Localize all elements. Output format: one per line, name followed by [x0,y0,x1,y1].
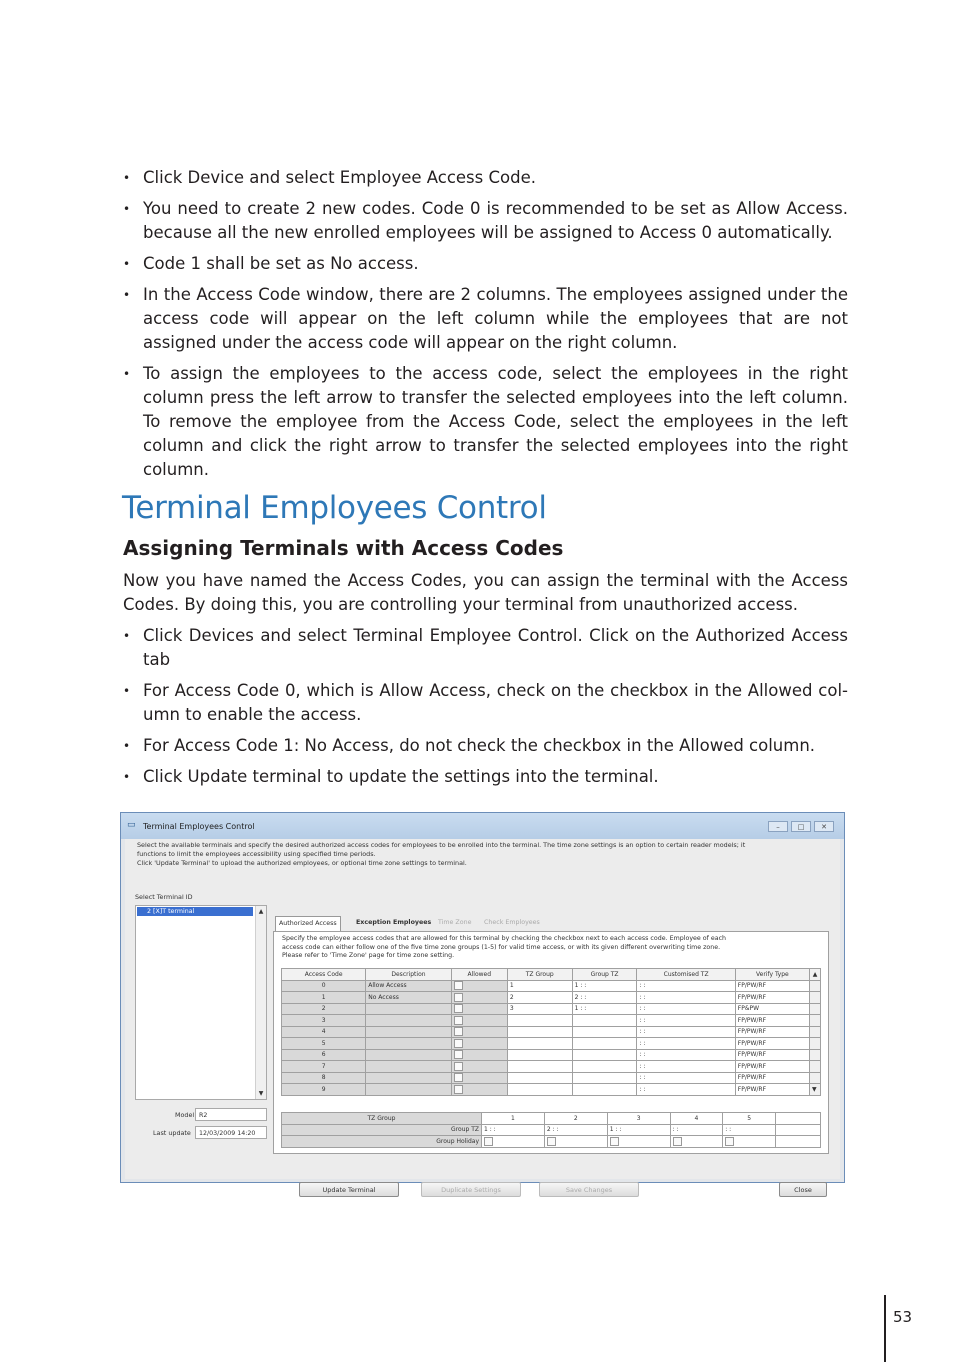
terminal-list-item[interactable]: 2 [X]T terminal [137,907,253,916]
verify-type-cell[interactable]: FP/PW/RF [735,1072,809,1084]
section-title: Terminal Employees Control [122,490,547,526]
select-terminal-label: Select Terminal ID [135,893,193,901]
save-changes-button[interactable]: Save Changes [539,1182,639,1197]
intro-line: Select the available terminals and specify the desired authorized access codes for employees to be enrolled into the terminal. The time zone settings is an option to certain reader models; it [137,841,746,849]
customised-tz-cell[interactable]: : : [637,1061,735,1073]
access-code-cell[interactable]: 8 [282,1072,366,1084]
column-header: Access Code [282,969,366,981]
table-scrollbar[interactable] [810,1026,821,1038]
window-body [125,839,840,1194]
description-cell[interactable]: Allow Access [366,980,452,992]
page-divider [884,1295,886,1362]
access-code-cell[interactable]: 0 [282,980,366,992]
group-tz-cell[interactable] [572,1049,637,1061]
tz-group-cell[interactable] [507,1015,572,1027]
customised-tz-cell[interactable]: : : [637,1015,735,1027]
description-cell[interactable] [366,1084,452,1096]
customised-tz-cell[interactable]: : : [637,1026,735,1038]
group-tz-cell[interactable] [572,1061,637,1073]
model-field[interactable]: R2 [195,1108,267,1121]
intro-line: Click 'Update Terminal' to upload the authorized employees, or optional time zone settings to terminal. [137,859,467,867]
tz-number: 3 [607,1113,670,1125]
column-header: Description [366,969,452,981]
group-tz-cell[interactable] [572,1026,637,1038]
bullet-item: • Click Devices and select Terminal Employee Control. Click on the Authorized Access tab [123,624,848,672]
tz-group-cell[interactable] [507,1061,572,1073]
tz-group-cell[interactable]: 1 [507,980,572,992]
holiday-checkbox[interactable] [725,1137,734,1146]
allowed-checkbox[interactable] [454,1085,463,1094]
table-row[interactable] [282,1049,821,1061]
tz-number: 4 [670,1113,723,1125]
subsection-title: Assigning Terminals with Access Codes [123,536,564,560]
panel-desc-line: access code can either follow one of the five time zone groups (1-5) for valid time access, or with its given different overwriting time zone. [282,943,721,951]
tz-group-cell[interactable] [507,1026,572,1038]
description-cell[interactable]: No Access [366,992,452,1004]
description-cell[interactable] [366,1038,452,1050]
access-code-cell[interactable]: 6 [282,1049,366,1061]
bullet-item: • To assign the employees to the access code, select the employees in the right column press the left arrow to transfer the selected employees into the left column. To remove the employee from the Access Code, select the employees in the left column and click the right arrow to transfer the selected employees into the right column. [123,362,848,482]
window-titlebar [121,813,844,839]
table-scrollbar[interactable]: ▼ [810,1084,821,1096]
column-header: Allowed [451,969,507,981]
bullet-item: • Click Update terminal to update the settings into the terminal. [123,765,848,789]
group-tz-cell[interactable]: 2 : : [572,992,637,1004]
holiday-checkbox[interactable] [484,1137,493,1146]
app-icon: ▭ [127,820,136,830]
table-row[interactable] [282,980,821,992]
group-tz-cell[interactable]: 1 : : [572,1003,637,1015]
tz-group-cell[interactable] [507,1038,572,1050]
last-update-label: Last update [153,1129,191,1137]
table-row[interactable] [282,1061,821,1073]
customised-tz-cell[interactable]: : : [637,1038,735,1050]
allowed-checkbox[interactable] [454,1027,463,1036]
table-scrollbar[interactable] [810,1049,821,1061]
column-header: Verify Type [735,969,809,981]
table-row[interactable] [282,1084,821,1096]
access-code-table [281,968,821,1096]
allowed-checkbox[interactable] [454,993,463,1002]
column-header: Group TZ [572,969,637,981]
table-scrollbar[interactable] [810,1038,821,1050]
customised-tz-cell[interactable]: : : [637,992,735,1004]
allowed-cell[interactable] [451,1084,507,1096]
group-tz-cell[interactable]: : : [670,1124,723,1136]
maximize-icon[interactable]: □ [791,821,811,832]
panel-description [282,935,802,961]
tab-check-employees[interactable]: Check Employees [484,919,540,926]
group-tz-cell[interactable]: 2 : : [544,1124,607,1136]
allowed-cell[interactable] [451,1049,507,1061]
terminal-employees-window [120,812,845,1194]
intro-line: functions to limit the employees accessibility using specified time periods. [137,850,376,858]
tz-number: 5 [723,1113,776,1125]
group-tz-cell[interactable]: 1 : : [607,1124,670,1136]
allowed-checkbox[interactable] [454,1004,463,1013]
allowed-cell[interactable] [451,1003,507,1015]
description-cell[interactable] [366,1026,452,1038]
bullet-item: • For Access Code 1: No Access, do not check the checkbox in the Allowed column. [123,734,848,758]
allowed-checkbox[interactable] [454,1050,463,1059]
group-tz-cell[interactable] [572,1015,637,1027]
allowed-cell[interactable] [451,1026,507,1038]
tz-number: 2 [544,1113,607,1125]
group-tz-cell[interactable]: 1 : : [572,980,637,992]
allowed-checkbox[interactable] [454,1073,463,1082]
access-code-cell[interactable]: 9 [282,1084,366,1096]
holiday-checkbox[interactable] [673,1137,682,1146]
tab-exception-employees[interactable]: Exception Employees [356,919,432,926]
last-update-field[interactable]: 12/03/2009 14:20 [195,1126,267,1139]
allowed-cell[interactable] [451,1061,507,1073]
description-cell[interactable] [366,1072,452,1084]
group-tz-cell[interactable] [572,1084,637,1096]
description-cell[interactable] [366,1061,452,1073]
verify-type-cell[interactable]: FP/PW/RF [735,1084,809,1096]
allowed-cell[interactable] [451,1072,507,1084]
tab-authorized-access[interactable]: Authorized Access [275,916,341,934]
column-header: TZ Group [507,969,572,981]
table-row[interactable] [282,992,821,1004]
customised-tz-cell[interactable]: : : [637,1049,735,1061]
list-scrollbar[interactable] [255,906,266,1099]
table-scrollbar[interactable] [810,1072,821,1084]
group-tz-cell[interactable] [572,1038,637,1050]
authorized-access-panel [273,931,829,1154]
allowed-cell[interactable] [451,992,507,1004]
tz-group-table [281,1112,821,1148]
tz-group-cell[interactable]: 2 [507,992,572,1004]
holiday-checkbox[interactable] [547,1137,556,1146]
table-row[interactable] [282,1072,821,1084]
panel-desc-line: Please refer to 'Time Zone' page for time zone setting. [282,952,455,959]
allowed-checkbox[interactable] [454,981,463,990]
customised-tz-cell[interactable]: : : [637,980,735,992]
table-scrollbar[interactable] [810,992,821,1004]
table-row[interactable] [282,1003,821,1015]
allowed-cell[interactable] [451,1038,507,1050]
verify-type-cell[interactable]: FP/PW/RF [735,992,809,1004]
table-scrollbar[interactable] [810,1061,821,1073]
panel-desc-line: Specify the employee access codes that are allowed for this terminal by checking the checkbox next to each access code. Employee of each [282,935,727,942]
description-cell[interactable] [366,1049,452,1061]
minimize-icon[interactable]: – [768,821,788,832]
holiday-checkbox[interactable] [610,1137,619,1146]
bullet-item: • In the Access Code window, there are 2 columns. The employees assigned under the access code will appear on the left column while the employees that are not assigned under the access code will appear on the right column. [123,283,848,355]
tz-group-cell[interactable]: 3 [507,1003,572,1015]
window-title: Terminal Employees Control [143,822,255,831]
bullet-item: • Code 1 shall be set as No access. [123,252,848,276]
group-holiday-label: Group Holiday [282,1136,482,1148]
table-scrollbar[interactable] [810,1003,821,1015]
scroll-down-icon[interactable]: ▼ [258,1090,264,1097]
verify-type-cell[interactable]: FP&PW [735,1003,809,1015]
verify-type-cell[interactable]: FP/PW/RF [735,1061,809,1073]
page-number: 53 [893,1308,913,1326]
window-intro [137,841,817,868]
access-code-cell[interactable]: 5 [282,1038,366,1050]
bullet-item: • Click Device and select Employee Access Code. [123,166,848,190]
column-header: Customised TZ [637,969,735,981]
group-tz-cell[interactable]: 1 : : [482,1124,545,1136]
access-code-cell[interactable]: 4 [282,1026,366,1038]
group-tz-label: Group TZ [282,1124,482,1136]
bullet-item: • For Access Code 0, which is Allow Access, check on the checkbox in the Allowed col-umn to enable the access. [123,679,848,727]
tz-group-label: TZ Group [282,1113,482,1125]
verify-type-cell[interactable]: FP/PW/RF [735,1026,809,1038]
verify-type-cell[interactable]: FP/PW/RF [735,1038,809,1050]
verify-type-cell[interactable]: FP/PW/RF [735,1015,809,1027]
customised-tz-cell[interactable]: : : [637,1084,735,1096]
allowed-checkbox[interactable] [454,1062,463,1071]
customised-tz-cell[interactable]: : : [637,1003,735,1015]
description-cell[interactable] [366,1015,452,1027]
access-code-cell[interactable]: 2 [282,1003,366,1015]
access-code-cell[interactable]: 7 [282,1061,366,1073]
tz-number: 1 [482,1113,545,1125]
allowed-checkbox[interactable] [454,1039,463,1048]
close-button[interactable]: Close [779,1182,827,1197]
group-tz-cell[interactable] [572,1072,637,1084]
scroll-up-icon[interactable]: ▲ [810,969,821,981]
access-code-cell[interactable]: 1 [282,992,366,1004]
table-scrollbar[interactable] [810,1015,821,1027]
tz-group-cell[interactable] [507,1049,572,1061]
allowed-cell[interactable] [451,1015,507,1027]
allowed-cell[interactable] [451,980,507,992]
tz-group-cell[interactable] [507,1072,572,1084]
close-icon[interactable]: ✕ [814,821,834,832]
allowed-checkbox[interactable] [454,1016,463,1025]
access-code-cell[interactable]: 3 [282,1015,366,1027]
description-cell[interactable] [366,1003,452,1015]
scroll-up-icon[interactable]: ▲ [258,908,264,915]
group-tz-cell[interactable]: : : [723,1124,776,1136]
table-row[interactable] [282,1038,821,1050]
terminal-list[interactable] [135,905,267,1100]
customised-tz-cell[interactable]: : : [637,1072,735,1084]
update-terminal-button[interactable]: Update Terminal [299,1182,399,1197]
tz-group-cell[interactable] [507,1084,572,1096]
verify-type-cell[interactable]: FP/PW/RF [735,1049,809,1061]
table-row[interactable] [282,1026,821,1038]
tab-time-zone[interactable]: Time Zone [438,919,472,926]
model-label: Model [175,1111,195,1119]
table-row[interactable] [282,1015,821,1027]
bullet-item: • You need to create 2 new codes. Code 0 is recommended to be set as Allow Access. because all the new enrolled employees will be assigned to Access 0 automatically. [123,197,848,245]
intro-paragraph: Now you have named the Access Codes, you can assign the terminal with the Access Codes. By doing this, you are controlling your terminal from unauthorized access. [123,571,848,614]
duplicate-settings-button[interactable]: Duplicate Settings [421,1182,521,1197]
verify-type-cell[interactable]: FP/PW/RF [735,980,809,992]
table-scrollbar[interactable] [810,980,821,992]
